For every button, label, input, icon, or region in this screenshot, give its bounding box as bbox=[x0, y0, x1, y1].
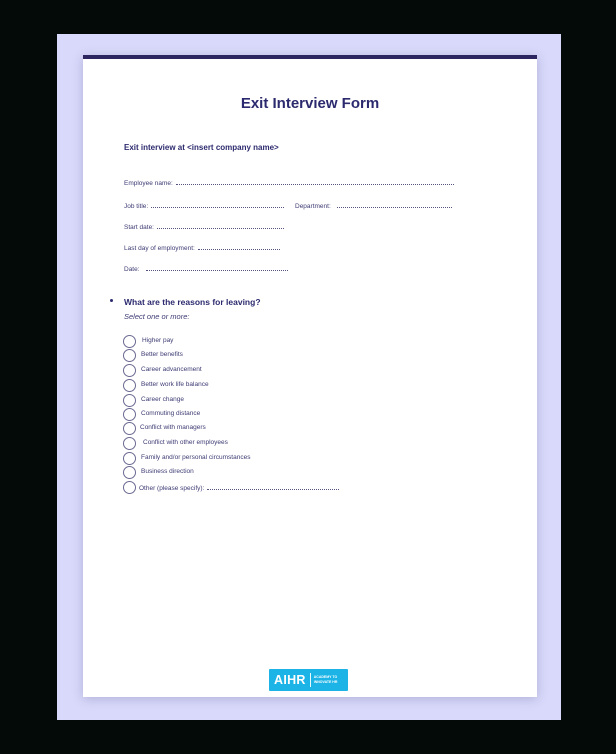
question-bullet bbox=[110, 299, 113, 302]
reasons-hint: Select one or more: bbox=[124, 312, 190, 321]
job-title-label: Job title: bbox=[124, 203, 149, 210]
date-field[interactable] bbox=[124, 264, 288, 273]
department-field[interactable] bbox=[295, 201, 452, 210]
job-title-field[interactable] bbox=[124, 201, 284, 210]
radio-circle[interactable] bbox=[123, 466, 136, 479]
logo-divider bbox=[310, 673, 311, 687]
employee-name-line bbox=[176, 178, 454, 185]
radio-circle[interactable] bbox=[123, 394, 136, 407]
logo-wordmark: AIHR bbox=[274, 673, 306, 687]
header-bar bbox=[83, 55, 537, 59]
radio-circle[interactable] bbox=[123, 422, 136, 435]
radio-circle[interactable] bbox=[123, 335, 136, 348]
option-label: Conflict with managers bbox=[140, 424, 206, 431]
option-label: Commuting distance bbox=[141, 410, 201, 417]
start-date-line bbox=[157, 222, 284, 229]
radio-circle[interactable] bbox=[123, 408, 136, 421]
date-label: Date: bbox=[124, 266, 140, 273]
logo-tagline: ACADEMY TO INNOVATE HR bbox=[313, 675, 338, 684]
employee-name-label: Employee name: bbox=[124, 180, 173, 187]
option-label: Higher pay bbox=[142, 337, 174, 344]
employee-name-field[interactable] bbox=[124, 178, 454, 187]
option-label: Other (please specify): bbox=[139, 483, 339, 492]
option-label: Conflict with other employees bbox=[143, 439, 228, 446]
aihr-logo bbox=[269, 669, 348, 691]
last-day-line bbox=[198, 243, 280, 250]
start-date-label: Start date: bbox=[124, 224, 154, 231]
job-title-line bbox=[151, 201, 284, 208]
reasons-question: What are the reasons for leaving? bbox=[124, 297, 261, 307]
start-date-field[interactable] bbox=[124, 222, 284, 231]
option-label: Family and/or personal circumstances bbox=[141, 454, 251, 461]
radio-circle[interactable] bbox=[123, 349, 136, 362]
form-subtitle: Exit interview at <insert company name> bbox=[124, 143, 279, 152]
department-label: Department: bbox=[295, 203, 331, 210]
radio-circle[interactable] bbox=[123, 364, 136, 377]
date-line bbox=[146, 264, 288, 271]
last-day-field[interactable] bbox=[124, 243, 280, 252]
radio-circle[interactable] bbox=[123, 437, 136, 450]
option-label: Career advancement bbox=[141, 366, 202, 373]
option-label: Better benefits bbox=[141, 351, 183, 358]
option-label: Career change bbox=[141, 396, 184, 403]
radio-circle[interactable] bbox=[123, 379, 136, 392]
option-label: Better work life balance bbox=[141, 381, 209, 388]
form-title: Exit Interview Form bbox=[240, 95, 380, 112]
other-specify-line bbox=[207, 483, 339, 490]
department-line bbox=[337, 201, 452, 208]
option-label: Business direction bbox=[141, 468, 194, 475]
last-day-label: Last day of employment: bbox=[124, 245, 195, 252]
document-page bbox=[83, 55, 537, 697]
radio-circle[interactable] bbox=[123, 481, 136, 494]
radio-circle[interactable] bbox=[123, 452, 136, 465]
